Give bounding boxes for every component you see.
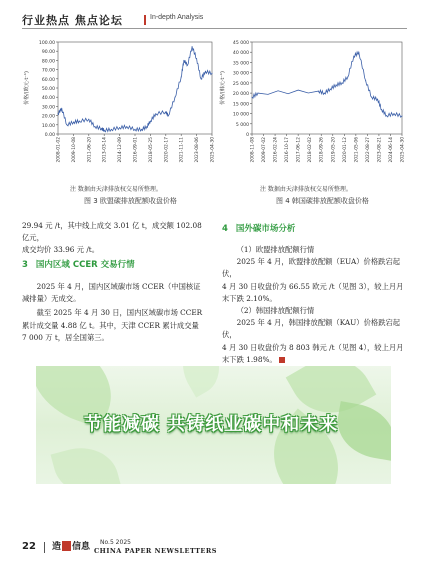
paragraph-line: 2025 年 4 月，国内区域碳市场 CCER（中国核证: [36, 282, 201, 291]
x-tick-label: 2025-04-30: [400, 137, 406, 163]
data-point: [187, 65, 188, 66]
kau-price-chart: [218, 38, 408, 180]
y-tick-label: 80.00: [41, 59, 55, 65]
data-point: [381, 109, 382, 110]
x-tick-label: 2023-08-21: [377, 137, 383, 163]
x-tick-label: 2023-08-06: [195, 137, 201, 163]
fig4-note: 注 数据由天津排放权交易所整理。: [260, 186, 352, 193]
x-tick-label: 2018-02-02: [308, 137, 314, 163]
section3-title: 国内区域 CCER 交易行情: [35, 260, 135, 270]
subheading: （2）韩国排放配额行情: [236, 306, 315, 316]
fig4-caption: 图 4 韩国碳排放配额收盘价格: [276, 197, 369, 205]
section3-heading: [22, 258, 135, 270]
x-tick-label: 2020-02-17: [164, 137, 170, 163]
plot-frame: [252, 42, 402, 134]
data-point: [88, 119, 89, 120]
leaf-decoration: [171, 366, 231, 398]
paragraph-line: 减排量）无成交。: [22, 294, 81, 304]
data-point: [61, 108, 62, 109]
eua-price-chart: [22, 38, 217, 180]
leaf-decoration: [51, 439, 122, 484]
y-tick-label: 70.00: [41, 68, 55, 74]
paragraph-line: 4 月 30 日收盘价为 8 803 韩元 /t（见图 4），较上月月: [222, 342, 404, 352]
data-point: [150, 121, 151, 122]
data-point: [111, 129, 112, 130]
subheading: （1）欧盟排放配额行情: [236, 245, 315, 254]
x-tick-label: 2024-06-14: [388, 137, 394, 163]
paragraph-end-text: 末下跌 1.98%。: [222, 354, 277, 364]
left-column-body: [22, 281, 208, 344]
footer-separator: [44, 542, 45, 553]
x-tick-label: 2008-11-08: [250, 137, 256, 163]
data-point: [330, 89, 331, 90]
publication-name: CHINA PAPER NEWSLETTERS: [94, 547, 217, 555]
data-point: [181, 77, 182, 78]
y-axis-label: 价格/(韩元·t⁻¹): [220, 71, 226, 105]
data-point: [347, 76, 348, 77]
y-tick-label: 20.00: [41, 114, 55, 120]
x-tick-label: 2021-05-06: [354, 137, 360, 163]
series-line: [58, 47, 212, 132]
data-point: [126, 126, 127, 127]
paragraph-line: 末下跌 2.10%。: [222, 293, 277, 303]
x-tick-label: 2009-10-08: [71, 137, 77, 163]
data-point: [66, 124, 67, 125]
kau-price-chart-svg: [218, 38, 408, 180]
x-tick-label: 2025-04-30: [210, 137, 216, 163]
y-tick-label: 0.00: [44, 133, 55, 138]
page-number: 22: [22, 541, 36, 552]
eua-price-chart-svg: [22, 38, 217, 180]
data-point: [168, 115, 169, 116]
data-point: [358, 52, 359, 53]
data-point: [371, 97, 372, 98]
data-point: [257, 93, 258, 94]
data-point: [201, 78, 202, 79]
x-tick-label: 2021-11-11: [179, 137, 185, 163]
paragraph-line: 4 月 30 日收盘价为 66.55 欧元 /t（见图 3），较上月月: [222, 281, 404, 291]
leaf-decoration: [332, 401, 391, 461]
x-tick-label: 2016-02-24: [273, 137, 279, 163]
data-point: [196, 58, 197, 59]
paragraph-line: 成交均价 33.96 元 /t。: [22, 245, 100, 255]
data-point: [205, 71, 206, 72]
paragraph-line: 2025 年 4 月，韩国排放配额（KAU）价格跌宕起伏，: [222, 318, 401, 340]
y-tick-label: 60.00: [41, 77, 55, 83]
paragraph-line: 截至 2025 年 4 月 30 日，国内区域碳市场 CCER: [36, 308, 203, 318]
data-point: [141, 129, 142, 130]
x-tick-label: 2019-05-20: [331, 137, 337, 163]
x-tick-label: 2011-06-20: [87, 137, 93, 163]
data-point: [377, 99, 378, 100]
banner-slogan: 节能减碳 共铸纸业碳中和未来: [84, 414, 339, 435]
data-point: [155, 113, 156, 114]
data-point: [353, 56, 354, 57]
data-point: [402, 116, 403, 117]
header-subtitle: In-depth Analysis: [150, 14, 204, 21]
data-point: [386, 115, 387, 116]
x-tick-label: 2017-06-12: [296, 137, 302, 163]
y-tick-label: 10.00: [41, 123, 55, 129]
y-tick-label: 90.00: [41, 50, 55, 56]
data-point: [101, 128, 102, 129]
paragraph-line: [222, 354, 410, 366]
y-tick-label: 30.00: [41, 105, 55, 111]
right-column-body: [222, 244, 410, 366]
y-axis-label: 价格/(欧元·t⁻¹): [24, 71, 30, 105]
fig3-note: 注 数据由天津排放权交易所整理。: [70, 186, 162, 193]
x-tick-label: 2008-01-02: [56, 137, 62, 163]
section4-number: 4: [222, 224, 228, 234]
x-tick-label: 2018-09-26: [319, 137, 325, 163]
data-point: [192, 46, 193, 47]
y-tick-label: 30 000: [232, 71, 249, 77]
y-tick-label: 40 000: [232, 51, 249, 57]
data-point: [79, 121, 80, 122]
plot-frame: [58, 42, 212, 134]
data-point: [324, 93, 325, 94]
end-mark-icon: [279, 357, 285, 363]
data-point: [212, 73, 213, 74]
data-point: [175, 97, 176, 98]
x-tick-label: 2016-10-17: [285, 137, 291, 163]
x-tick-label: 2009-07-02: [262, 137, 268, 163]
paragraph-line: 7 000 万 t，居全国第三。: [22, 332, 109, 342]
data-point: [119, 127, 120, 128]
y-tick-label: 5 000: [235, 122, 249, 128]
data-point: [183, 60, 184, 61]
x-tick-label: 2022-08-27: [365, 137, 371, 163]
y-tick-label: 100.00: [38, 41, 55, 46]
section4-title: 国外碳市场分析: [235, 224, 296, 234]
y-tick-label: 15 000: [232, 102, 249, 108]
page-footer: [22, 538, 407, 558]
y-tick-label: 25 000: [232, 81, 249, 87]
header-accent-bar: [144, 15, 146, 25]
issue-number: No.5 2025: [100, 539, 131, 546]
left-column: [22, 220, 208, 257]
y-tick-label: 40.00: [41, 96, 55, 102]
section4-heading: [222, 222, 295, 234]
publication-logo: [52, 539, 90, 552]
y-tick-label: 0: [246, 133, 249, 138]
data-point: [58, 113, 59, 114]
x-tick-label: 2020-01-12: [342, 137, 348, 163]
paragraph-line: 累计成交量 4.88 亿 t。其中，天津 CCER 累计成交量: [22, 320, 199, 330]
y-tick-label: 45 000: [232, 41, 249, 46]
section-title: 行业热点 焦点论坛: [22, 14, 123, 27]
fig3-caption: 图 3 欧盟碳排放配额收盘价格: [84, 197, 177, 205]
section3-number: 3: [22, 260, 28, 270]
paper-logo-icon: [62, 541, 71, 551]
data-point: [165, 111, 166, 112]
data-point: [135, 129, 136, 130]
data-point: [394, 113, 395, 114]
y-tick-label: 35 000: [232, 61, 249, 67]
data-point: [342, 82, 343, 83]
x-tick-label: 2016-09-01: [133, 137, 139, 163]
paragraph-line: 2025 年 4 月，欧盟排放配额（EUA）价格跌宕起伏，: [222, 257, 401, 279]
data-point: [73, 122, 74, 123]
logo-left-text: 造: [52, 542, 62, 552]
y-tick-label: 10 000: [232, 112, 249, 118]
data-point: [252, 97, 253, 98]
y-tick-label: 20 000: [232, 92, 249, 98]
data-point: [365, 80, 366, 81]
paragraph-line: 29.94 元 /t，其中线上成交 3.01 亿 t，成交额 102.08 亿元，: [22, 221, 202, 243]
page-header: [22, 10, 407, 30]
data-point: [104, 130, 105, 131]
header-rule: [22, 28, 407, 29]
data-point: [95, 126, 96, 127]
green-banner-image: [36, 366, 391, 484]
data-point: [318, 91, 319, 92]
y-tick-label: 50.00: [41, 87, 55, 92]
series-line: [252, 52, 402, 117]
x-tick-label: 2018-05-25: [148, 137, 154, 163]
data-point: [336, 84, 337, 85]
data-point: [146, 126, 147, 127]
logo-right-text: 信息: [72, 542, 91, 552]
x-tick-label: 2014-12-09: [118, 137, 124, 163]
x-tick-label: 2013-03-14: [102, 137, 108, 163]
